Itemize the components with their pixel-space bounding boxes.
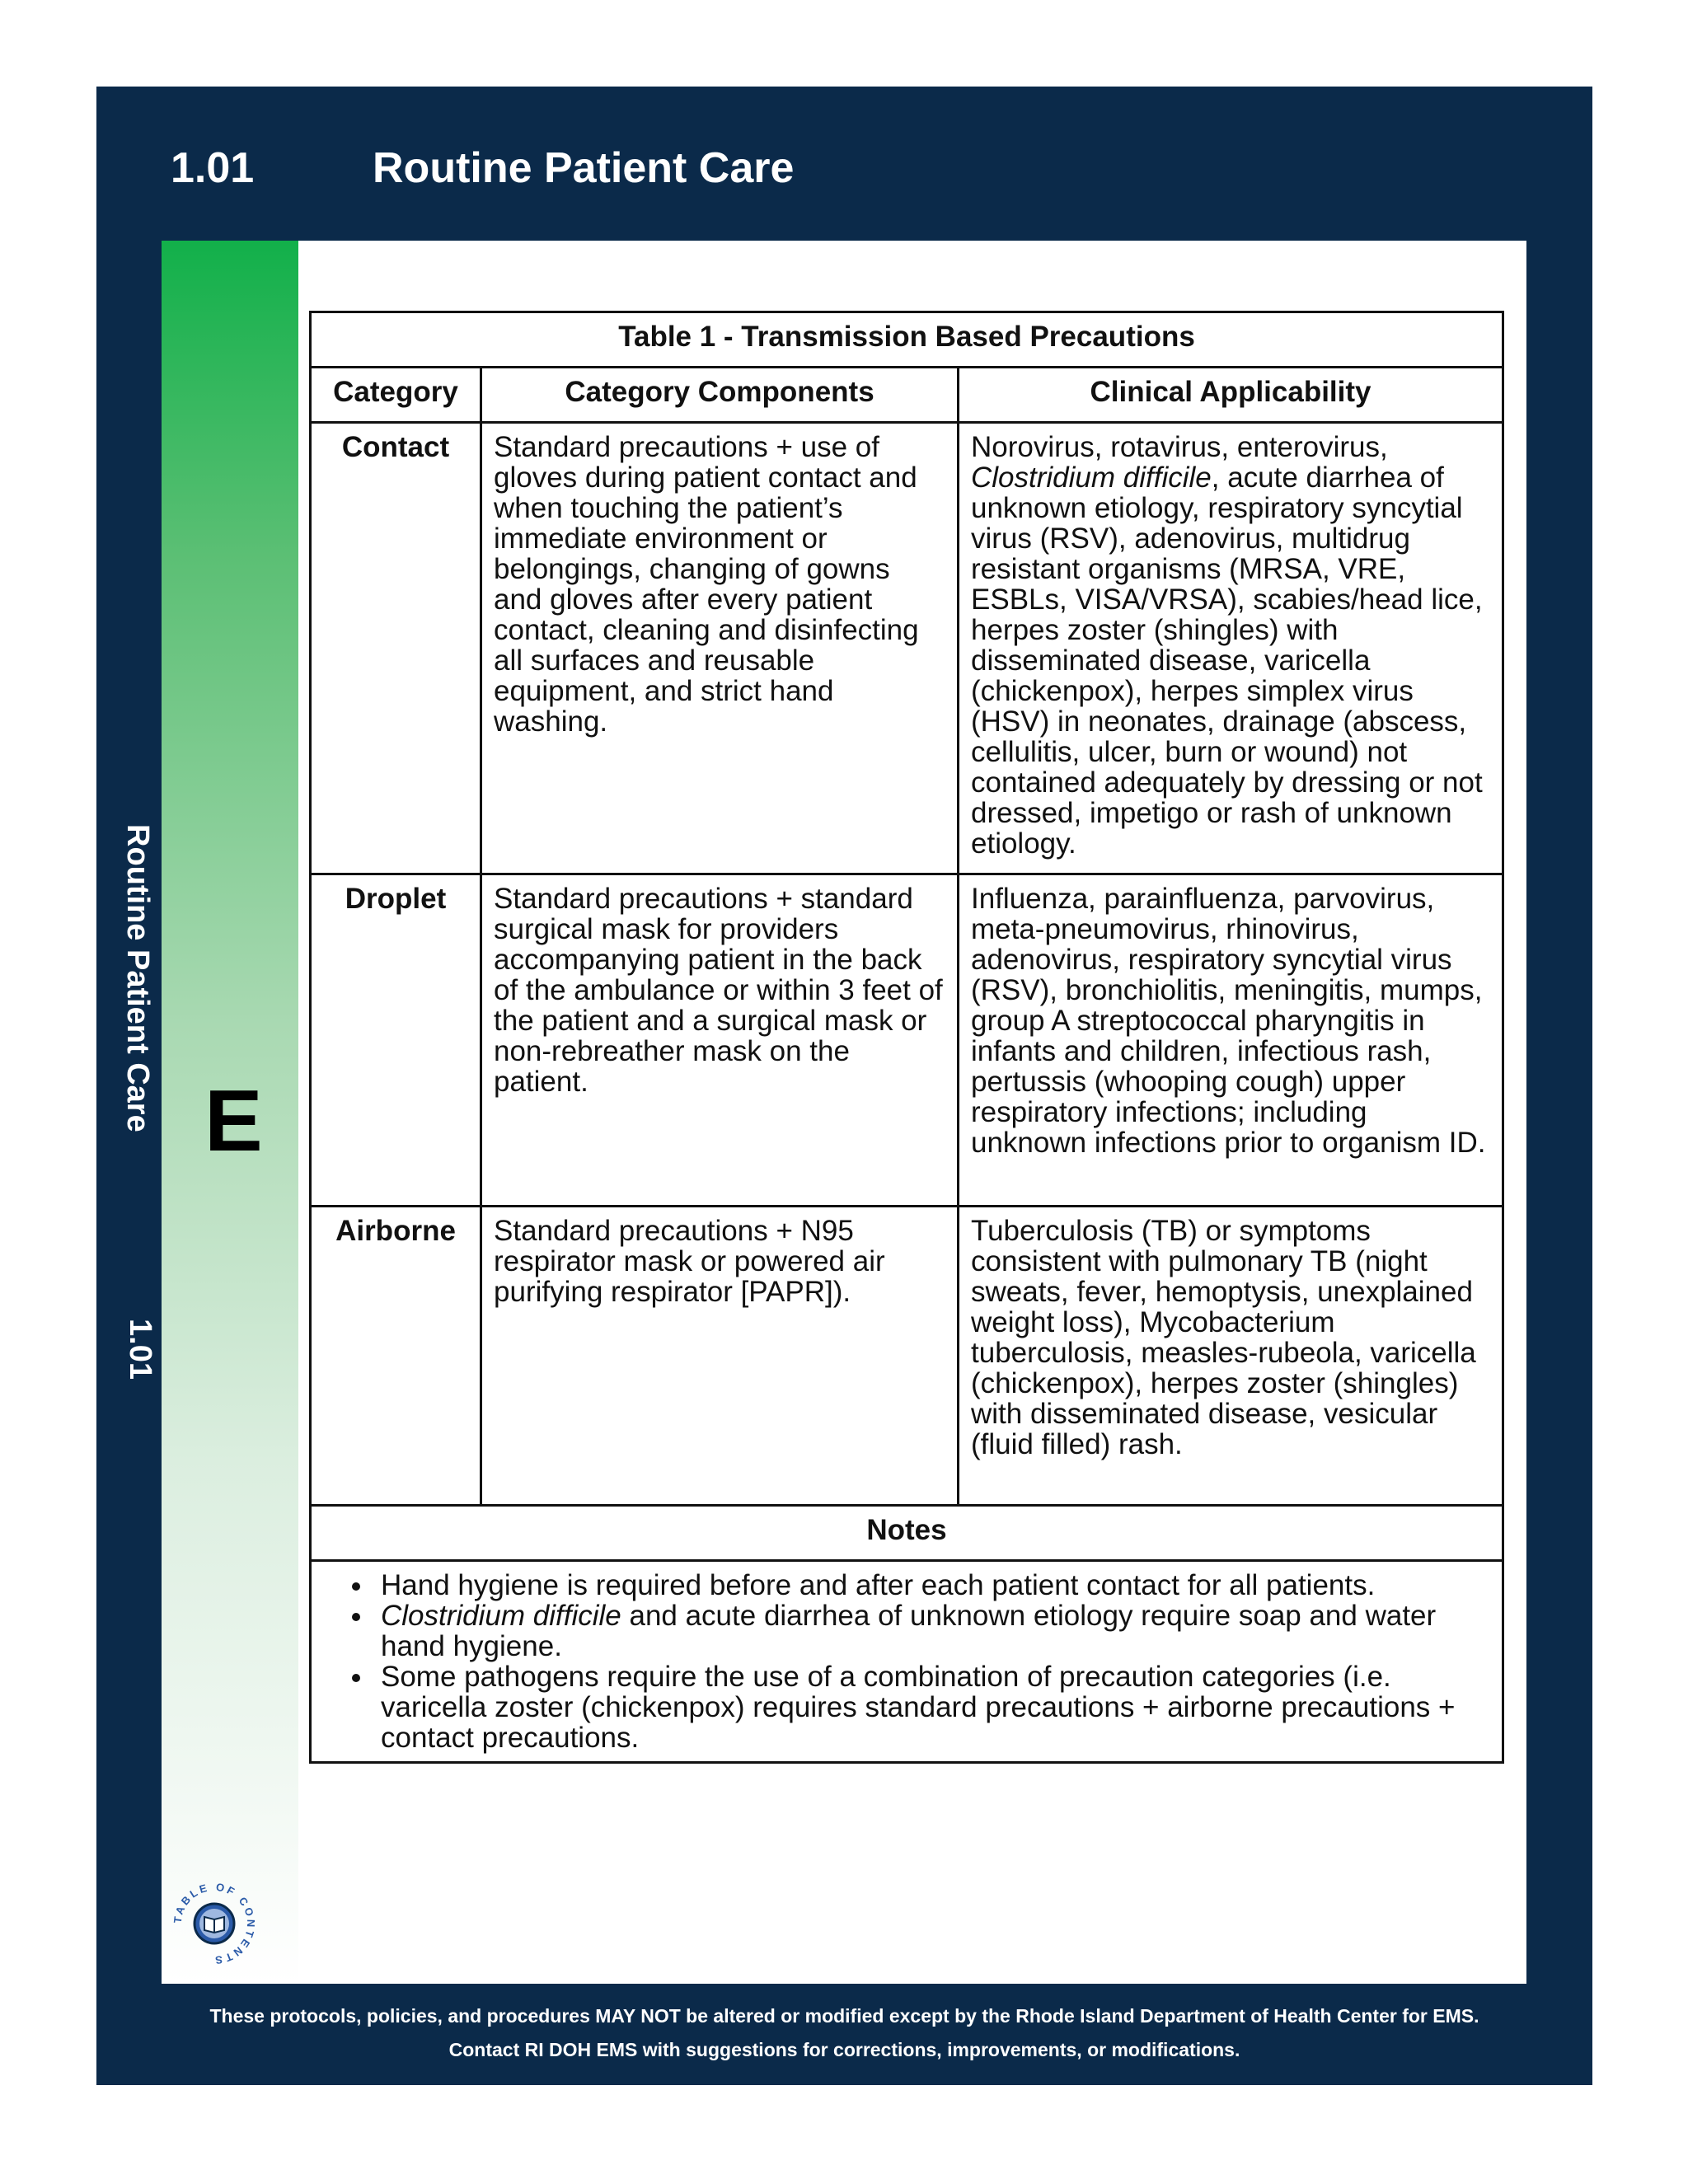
precautions-table <box>309 311 1504 1764</box>
applicability-cell: Influenza, parainfluenza, parvovirus, meta-pneumovirus, rhinovirus, adenovirus, respiratory syncytial virus (RSV), bronchiolitis, meningitis, mumps, group A streptococcal pharyngitis in infants and children, infectious rash, pertussis (whooping cough) upper respiratory infections; including unknown infections prior to organism ID. <box>959 874 1503 1207</box>
note-text: and acute diarrhea of unknown etiology require soap and water hand hygiene. <box>381 1600 1437 1662</box>
column-header-category: Category <box>311 368 481 423</box>
section-letter: E <box>204 1072 263 1169</box>
notes-list <box>323 1570 1490 1753</box>
sidebar-vertical-number: 1.01 <box>123 1319 157 1380</box>
column-header-applicability: Clinical Applicability <box>959 368 1503 423</box>
note-italic-text: Clostridium difficile <box>381 1600 621 1632</box>
sidebar-vertical-title: Routine Patient Care <box>120 824 155 1132</box>
applicability-cell <box>959 423 1503 874</box>
toc-label: TABLE OF CONTENTS <box>171 1880 258 1967</box>
table-of-contents-icon <box>170 1879 259 1968</box>
list-item <box>374 1570 1490 1601</box>
applicability-text: Norovirus, rotavirus, enterovirus, <box>971 431 1388 463</box>
page-title: Routine Patient Care <box>373 144 795 192</box>
applicability-cell: Tuberculosis (TB) or symptoms consistent with pulmonary TB (night sweats, fever, hemoptysis, unexplained weight loss), Mycobacterium tuberculosis, measles-rubeola, varicella (chickenpox), herpes zoster (shingles) with disseminated disease, vesicular (fluid filled) rash. <box>959 1207 1503 1506</box>
applicability-italic-text: Clostridium difficile <box>971 462 1212 494</box>
list-item <box>374 1661 1490 1753</box>
table-of-contents-button[interactable] <box>170 1879 259 1968</box>
column-header-components: Category Components <box>481 368 959 423</box>
section-number: 1.01 <box>171 144 255 192</box>
applicability-text: , acute diarrhea of unknown etiology, respiratory syncytial virus (RSV), adenovirus, multidrug resistant organisms (MRSA, VRE, ESBLs, VISA/VRSA), scabies/head lice, herpes zoster (shingles) with disseminated disease, varicella (chickenpox), herpes simplex virus (HSV) in neonates, drainage (abscess, cellulitis, ulcer, burn or wound) not contained adequately by dressing or not dressed, impetigo or rash of unknown etiology. <box>971 462 1483 860</box>
components-cell: Standard precautions + N95 respirator mask or powered air purifying respirator [PAPR]). <box>481 1207 959 1506</box>
footer-disclaimer: These protocols, policies, and procedures MAY NOT be altered or modified except by the Rhode Island Department of Health Center for EMS. <box>209 2005 1479 2027</box>
category-cell: Contact <box>311 423 481 874</box>
footer-contact: Contact RI DOH EMS with suggestions for corrections, improvements, or modifications. <box>448 2039 1240 2060</box>
notes-cell <box>311 1561 1503 1763</box>
notes-heading: Notes <box>311 1506 1503 1561</box>
components-cell: Standard precautions + use of gloves during patient contact and when touching the patient’s immediate environment or belongings, changing of gowns and gloves after every patient contact, cleaning and disinfecting all surfaces and reusable equipment, and strict hand washing. <box>481 423 959 874</box>
table-row <box>311 1207 1503 1506</box>
list-item <box>374 1601 1490 1661</box>
table-row <box>311 423 1503 874</box>
category-cell: Airborne <box>311 1207 481 1506</box>
note-text: Hand hygiene is required before and after each patient contact for all patients. <box>381 1569 1376 1601</box>
table-row <box>311 874 1503 1207</box>
table-caption: Table 1 - Transmission Based Precautions <box>311 312 1503 368</box>
category-cell: Droplet <box>311 874 481 1207</box>
note-text: Some pathogens require the use of a combination of precaution categories (i.e. varicella zoster (chickenpox) requires standard precautions + airborne precautions + contact precautions. <box>381 1661 1456 1754</box>
components-cell: Standard precautions + standard surgical mask for providers accompanying patient in the back of the ambulance or within 3 feet of the patient and a surgical mask or non-rebreather mask on the patient. <box>481 874 959 1207</box>
